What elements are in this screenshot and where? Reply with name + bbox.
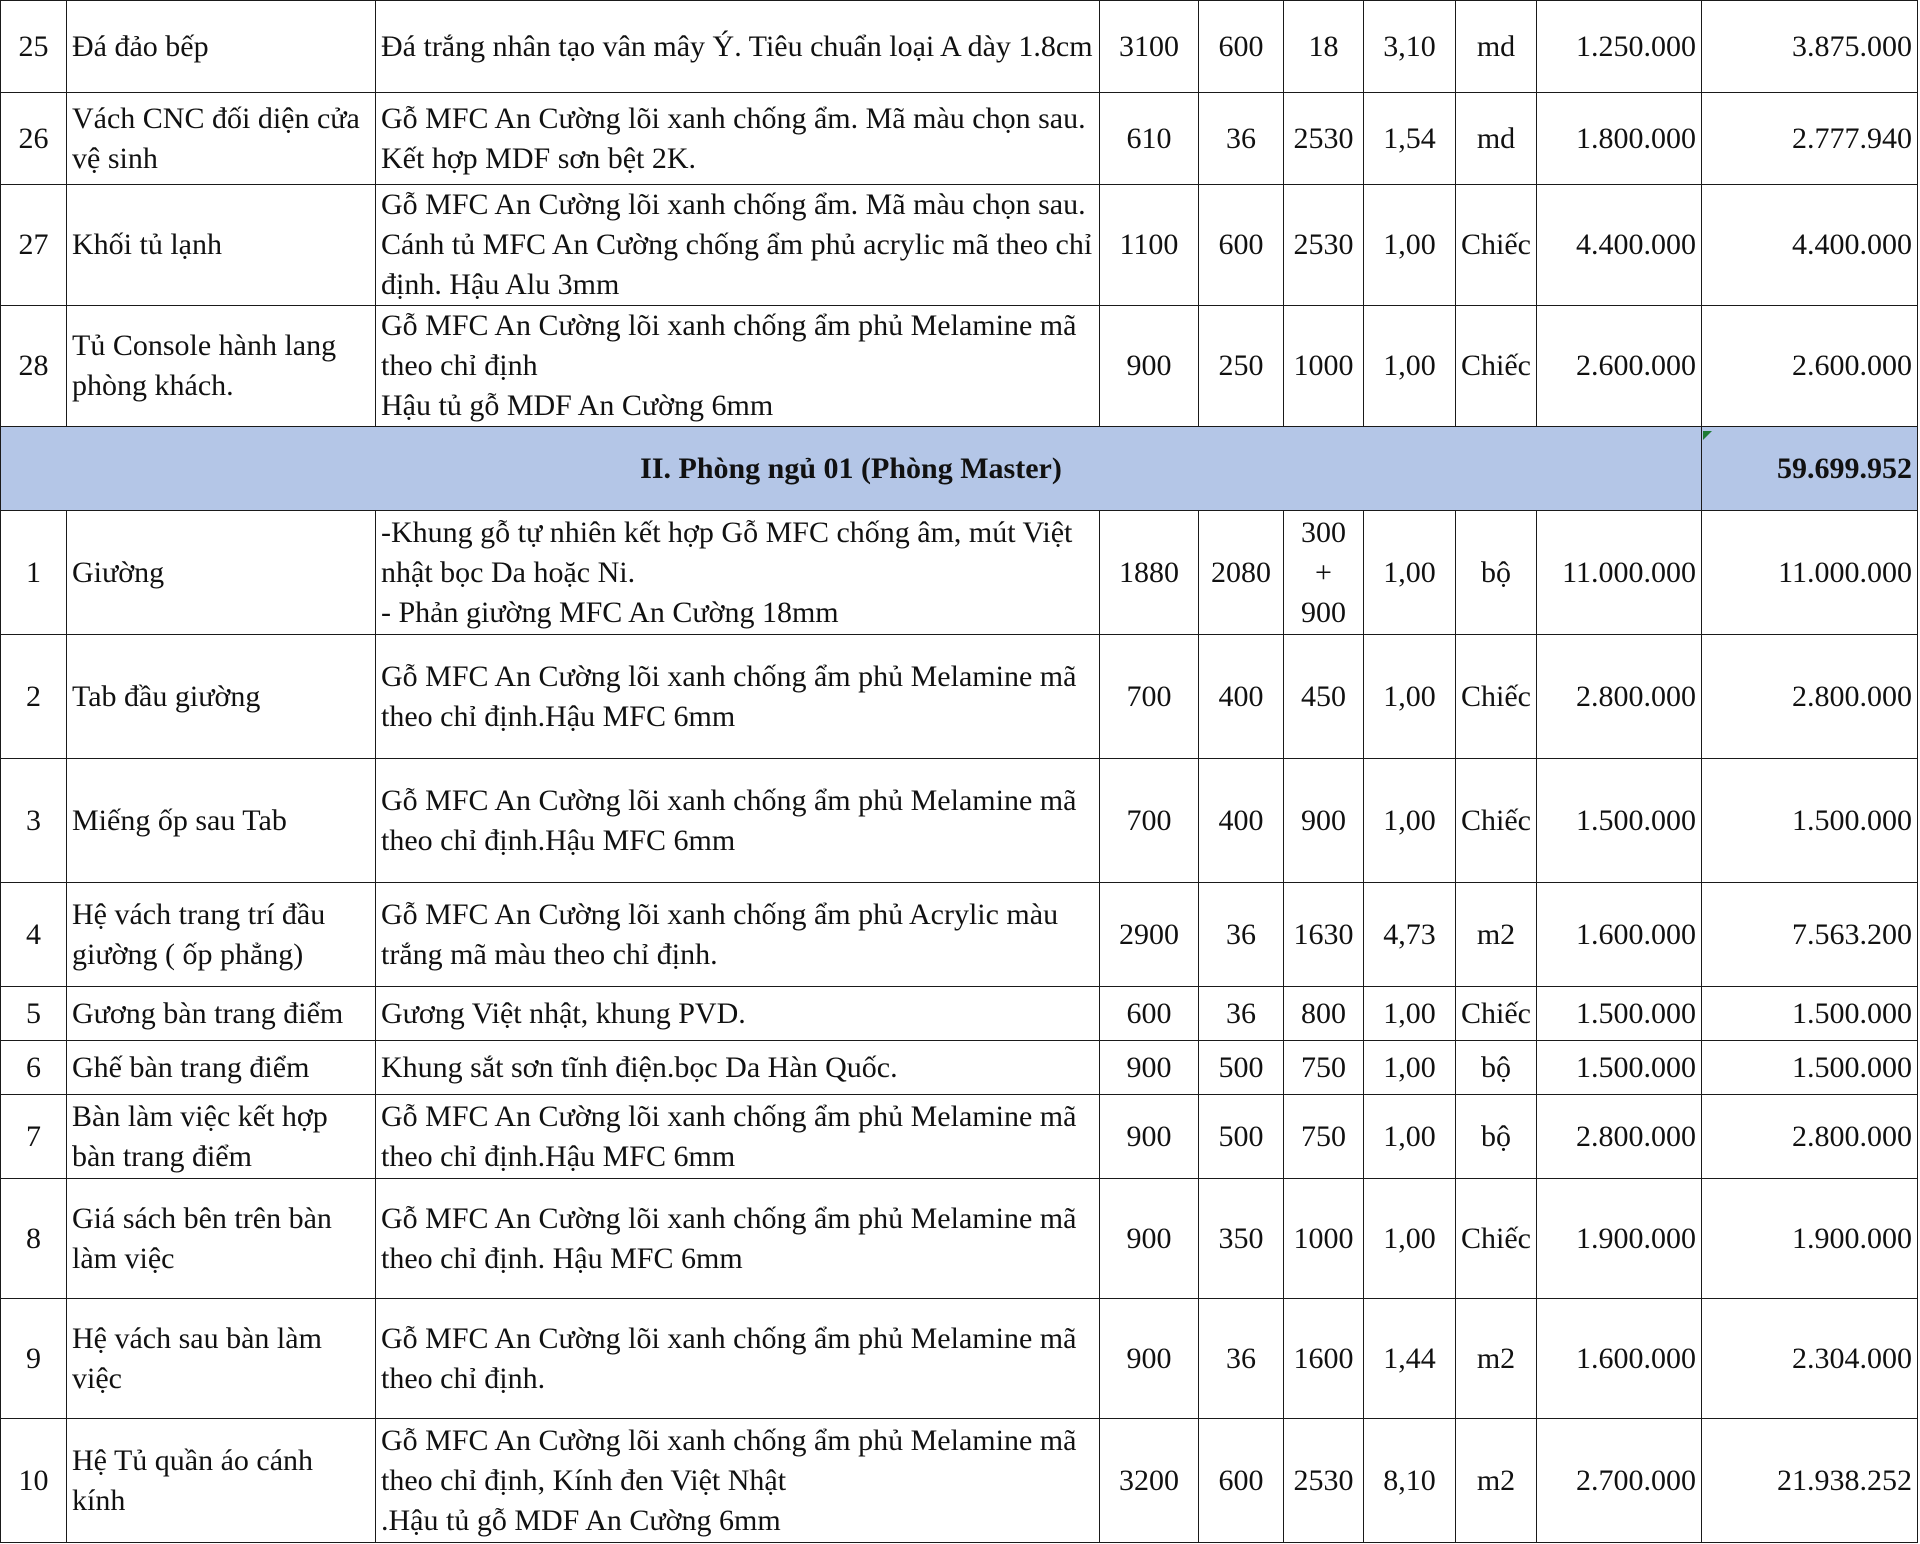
table-row bbox=[1, 883, 1918, 987]
cell-item-name[interactable]: Khối tủ lạnh bbox=[67, 185, 376, 306]
cell-description[interactable]: Gương Việt nhật, khung PVD. bbox=[376, 987, 1100, 1041]
cell-unit[interactable]: md bbox=[1456, 93, 1537, 185]
cell-amount[interactable]: 2.777.940 bbox=[1702, 93, 1918, 185]
cell-length[interactable]: 700 bbox=[1100, 635, 1199, 759]
cell-stt[interactable]: 1 bbox=[1, 511, 67, 635]
cell-description[interactable]: Gỗ MFC An Cường lõi xanh chống ẩm phủ Melamine mã theo chỉ định, Kính đen Việt Nhật .Hậu tủ gỗ MDF An Cường 6mm bbox=[376, 1419, 1100, 1543]
cell-description[interactable]: Gỗ MFC An Cường lõi xanh chống ẩm phủ Acrylic màu trắng mã màu theo chỉ định. bbox=[376, 883, 1100, 987]
cell-length[interactable]: 600 bbox=[1100, 987, 1199, 1041]
cell-quantity[interactable]: 1,00 bbox=[1364, 1041, 1456, 1095]
cell-height[interactable]: 1600 bbox=[1284, 1299, 1364, 1419]
cell-unit[interactable]: Chiếc bbox=[1456, 306, 1537, 427]
section-title[interactable]: II. Phòng ngủ 01 (Phòng Master) bbox=[1, 427, 1702, 511]
section-total[interactable]: 59.699.952 bbox=[1702, 427, 1918, 511]
cell-quantity[interactable]: 1,00 bbox=[1364, 511, 1456, 635]
cell-height[interactable]: 800 bbox=[1284, 987, 1364, 1041]
cell-unit[interactable]: Chiếc bbox=[1456, 185, 1537, 306]
cell-quantity[interactable]: 3,10 bbox=[1364, 1, 1456, 93]
cell-length[interactable]: 610 bbox=[1100, 93, 1199, 185]
cell-amount[interactable]: 11.000.000 bbox=[1702, 511, 1918, 635]
cell-width[interactable]: 400 bbox=[1199, 635, 1284, 759]
cell-description[interactable]: -Khung gỗ tự nhiên kết hợp Gỗ MFC chống âm, mút Việt nhật bọc Da hoặc Ni. - Phản giường MFC An Cường 18mm bbox=[376, 511, 1100, 635]
table-row bbox=[1, 635, 1918, 759]
cell-height[interactable]: 1000 bbox=[1284, 306, 1364, 427]
cell-unit-price[interactable]: 2.700.000 bbox=[1537, 1419, 1702, 1543]
cell-width[interactable]: 400 bbox=[1199, 759, 1284, 883]
cell-unit[interactable]: Chiếc bbox=[1456, 1179, 1537, 1299]
cell-unit[interactable]: bộ bbox=[1456, 1041, 1537, 1095]
cell-height[interactable]: 2530 bbox=[1284, 1419, 1364, 1543]
cell-unit[interactable]: Chiếc bbox=[1456, 759, 1537, 883]
cell-item-name[interactable]: Hệ Tủ quần áo cánh kính bbox=[67, 1419, 376, 1543]
cell-width[interactable]: 36 bbox=[1199, 883, 1284, 987]
table-body-kitchen bbox=[1, 1, 1918, 427]
cell-stt[interactable]: 2 bbox=[1, 635, 67, 759]
cell-length[interactable]: 1880 bbox=[1100, 511, 1199, 635]
cell-stt[interactable]: 6 bbox=[1, 1041, 67, 1095]
cell-quantity[interactable]: 1,00 bbox=[1364, 1179, 1456, 1299]
cell-height[interactable]: 2530 bbox=[1284, 93, 1364, 185]
table-row bbox=[1, 185, 1918, 306]
cell-amount[interactable]: 3.875.000 bbox=[1702, 1, 1918, 93]
cell-item-name[interactable]: Ghế bàn trang điểm bbox=[67, 1041, 376, 1095]
cell-stt[interactable]: 5 bbox=[1, 987, 67, 1041]
cell-width[interactable]: 600 bbox=[1199, 1, 1284, 93]
cell-item-name[interactable]: Hệ vách trang trí đầu giường ( ốp phẳng) bbox=[67, 883, 376, 987]
cell-stt[interactable]: 4 bbox=[1, 883, 67, 987]
cell-unit-price[interactable]: 1.500.000 bbox=[1537, 987, 1702, 1041]
cell-unit-price[interactable]: 1.800.000 bbox=[1537, 93, 1702, 185]
cell-width[interactable]: 2080 bbox=[1199, 511, 1284, 635]
cell-quantity[interactable]: 1,00 bbox=[1364, 635, 1456, 759]
cell-unit-price[interactable]: 1.500.000 bbox=[1537, 1041, 1702, 1095]
table-row bbox=[1, 759, 1918, 883]
cell-length[interactable]: 1100 bbox=[1100, 185, 1199, 306]
table-row bbox=[1, 1419, 1918, 1543]
cell-comment-indicator bbox=[1703, 431, 1712, 440]
section-header-row bbox=[1, 427, 1918, 511]
cell-quantity[interactable]: 1,00 bbox=[1364, 759, 1456, 883]
table-row bbox=[1, 1, 1918, 93]
cell-unit-price[interactable]: 1.600.000 bbox=[1537, 1299, 1702, 1419]
cell-width[interactable]: 350 bbox=[1199, 1179, 1284, 1299]
table-body-master-bedroom bbox=[1, 511, 1918, 1543]
cell-item-name[interactable]: Giường bbox=[67, 511, 376, 635]
cell-description[interactable]: Gỗ MFC An Cường lõi xanh chống ẩm phủ Melamine mã theo chỉ định. Hậu MFC 6mm bbox=[376, 1179, 1100, 1299]
cell-length[interactable]: 3200 bbox=[1100, 1419, 1199, 1543]
cell-item-name[interactable]: Gương bàn trang điểm bbox=[67, 987, 376, 1041]
cell-description[interactable]: Gỗ MFC An Cường lõi xanh chống ẩm phủ Melamine mã theo chỉ định.Hậu MFC 6mm bbox=[376, 1095, 1100, 1179]
cell-unit[interactable]: m2 bbox=[1456, 883, 1537, 987]
cell-unit-price[interactable]: 2.800.000 bbox=[1537, 635, 1702, 759]
table-row bbox=[1, 306, 1918, 427]
cell-item-name[interactable]: Tủ Console hành lang phòng khách. bbox=[67, 306, 376, 427]
cell-width[interactable]: 250 bbox=[1199, 306, 1284, 427]
cell-quantity[interactable]: 8,10 bbox=[1364, 1419, 1456, 1543]
cell-item-name[interactable]: Tab đầu giường bbox=[67, 635, 376, 759]
cell-stt[interactable]: 27 bbox=[1, 185, 67, 306]
cell-height[interactable]: 2530 bbox=[1284, 185, 1364, 306]
cell-quantity[interactable]: 1,44 bbox=[1364, 1299, 1456, 1419]
cell-height[interactable]: 1000 bbox=[1284, 1179, 1364, 1299]
cell-height[interactable]: 1630 bbox=[1284, 883, 1364, 987]
cell-amount[interactable]: 1.500.000 bbox=[1702, 987, 1918, 1041]
table-row bbox=[1, 511, 1918, 635]
cell-unit-price[interactable]: 2.600.000 bbox=[1537, 306, 1702, 427]
cell-amount[interactable]: 2.800.000 bbox=[1702, 1095, 1918, 1179]
cell-unit-price[interactable]: 1.900.000 bbox=[1537, 1179, 1702, 1299]
cell-width[interactable]: 600 bbox=[1199, 185, 1284, 306]
cell-unit[interactable]: bộ bbox=[1456, 1095, 1537, 1179]
cell-amount[interactable]: 21.938.252 bbox=[1702, 1419, 1918, 1543]
cell-quantity[interactable]: 1,00 bbox=[1364, 1095, 1456, 1179]
cell-height[interactable]: 900 bbox=[1284, 759, 1364, 883]
cell-length[interactable]: 900 bbox=[1100, 1041, 1199, 1095]
cell-stt[interactable]: 9 bbox=[1, 1299, 67, 1419]
cell-unit[interactable]: bộ bbox=[1456, 511, 1537, 635]
cell-quantity[interactable]: 4,73 bbox=[1364, 883, 1456, 987]
cell-width[interactable]: 500 bbox=[1199, 1041, 1284, 1095]
cell-unit-price[interactable]: 2.800.000 bbox=[1537, 1095, 1702, 1179]
cell-description[interactable]: Gỗ MFC An Cường lõi xanh chống ẩm phủ Melamine mã theo chỉ định.Hậu MFC 6mm bbox=[376, 759, 1100, 883]
cell-length[interactable]: 900 bbox=[1100, 1095, 1199, 1179]
cell-width[interactable]: 500 bbox=[1199, 1095, 1284, 1179]
cell-height[interactable]: 450 bbox=[1284, 635, 1364, 759]
cell-height[interactable]: 750 bbox=[1284, 1095, 1364, 1179]
cell-amount[interactable]: 7.563.200 bbox=[1702, 883, 1918, 987]
cell-description[interactable]: Khung sắt sơn tĩnh điện.bọc Da Hàn Quốc. bbox=[376, 1041, 1100, 1095]
table-row bbox=[1, 1095, 1918, 1179]
cell-amount[interactable]: 2.304.000 bbox=[1702, 1299, 1918, 1419]
table-row bbox=[1, 987, 1918, 1041]
cell-length[interactable]: 2900 bbox=[1100, 883, 1199, 987]
cell-amount[interactable]: 2.600.000 bbox=[1702, 306, 1918, 427]
cell-length[interactable]: 900 bbox=[1100, 306, 1199, 427]
cell-stt[interactable]: 8 bbox=[1, 1179, 67, 1299]
cell-unit[interactable]: md bbox=[1456, 1, 1537, 93]
cell-stt[interactable]: 25 bbox=[1, 1, 67, 93]
cell-description[interactable]: Gỗ MFC An Cường lõi xanh chống ẩm. Mã màu chọn sau. Kết hợp MDF sơn bệt 2K. bbox=[376, 93, 1100, 185]
cell-item-name[interactable]: Giá sách bên trên bàn làm việc bbox=[67, 1179, 376, 1299]
cell-stt[interactable]: 10 bbox=[1, 1419, 67, 1543]
cell-unit[interactable]: Chiếc bbox=[1456, 987, 1537, 1041]
cell-description[interactable]: Gỗ MFC An Cường lõi xanh chống ẩm phủ Melamine mã theo chỉ định Hậu tủ gỗ MDF An Cường 6mm bbox=[376, 306, 1100, 427]
cell-length[interactable]: 700 bbox=[1100, 759, 1199, 883]
cell-height[interactable]: 300 + 900 bbox=[1284, 511, 1364, 635]
cell-item-name[interactable]: Đá đảo bếp bbox=[67, 1, 376, 93]
cell-description[interactable]: Đá trắng nhân tạo vân mây Ý. Tiêu chuẩn loại A dày 1.8cm bbox=[376, 1, 1100, 93]
section-header-group bbox=[1, 427, 1918, 511]
table-row bbox=[1, 1179, 1918, 1299]
cell-quantity[interactable]: 1,54 bbox=[1364, 93, 1456, 185]
cell-length[interactable]: 900 bbox=[1100, 1299, 1199, 1419]
table-row bbox=[1, 1299, 1918, 1419]
cell-amount[interactable]: 2.800.000 bbox=[1702, 635, 1918, 759]
cell-description[interactable]: Gỗ MFC An Cường lõi xanh chống ẩm. Mã màu chọn sau. Cánh tủ MFC An Cường chống ẩm phủ acrylic mã theo chỉ định. Hậu Alu 3mm bbox=[376, 185, 1100, 306]
cell-amount[interactable]: 1.900.000 bbox=[1702, 1179, 1918, 1299]
cell-stt[interactable]: 7 bbox=[1, 1095, 67, 1179]
cell-width[interactable]: 36 bbox=[1199, 1299, 1284, 1419]
cell-item-name[interactable]: Bàn làm việc kết hợp bàn trang điểm bbox=[67, 1095, 376, 1179]
cell-stt[interactable]: 3 bbox=[1, 759, 67, 883]
cell-description[interactable]: Gỗ MFC An Cường lõi xanh chống ẩm phủ Melamine mã theo chỉ định.Hậu MFC 6mm bbox=[376, 635, 1100, 759]
cell-unit[interactable]: m2 bbox=[1456, 1419, 1537, 1543]
cell-stt[interactable]: 26 bbox=[1, 93, 67, 185]
cell-width[interactable]: 600 bbox=[1199, 1419, 1284, 1543]
cell-unit-price[interactable]: 1.500.000 bbox=[1537, 759, 1702, 883]
table-row bbox=[1, 1041, 1918, 1095]
cell-item-name[interactable]: Miếng ốp sau Tab bbox=[67, 759, 376, 883]
cell-unit[interactable]: m2 bbox=[1456, 1299, 1537, 1419]
cell-item-name[interactable]: Hệ vách sau bàn làm việc bbox=[67, 1299, 376, 1419]
cell-quantity[interactable]: 1,00 bbox=[1364, 987, 1456, 1041]
cell-description[interactable]: Gỗ MFC An Cường lõi xanh chống ẩm phủ Melamine mã theo chỉ định. bbox=[376, 1299, 1100, 1419]
cell-item-name[interactable]: Vách CNC đối diện cửa vệ sinh bbox=[67, 93, 376, 185]
cell-height[interactable]: 18 bbox=[1284, 1, 1364, 93]
cell-length[interactable]: 3100 bbox=[1100, 1, 1199, 93]
table-row bbox=[1, 93, 1918, 185]
cell-unit-price[interactable]: 4.400.000 bbox=[1537, 185, 1702, 306]
cell-length[interactable]: 900 bbox=[1100, 1179, 1199, 1299]
cell-amount[interactable]: 1.500.000 bbox=[1702, 1041, 1918, 1095]
cell-unit-price[interactable]: 11.000.000 bbox=[1537, 511, 1702, 635]
cell-width[interactable]: 36 bbox=[1199, 987, 1284, 1041]
cell-amount[interactable]: 4.400.000 bbox=[1702, 185, 1918, 306]
cell-stt[interactable]: 28 bbox=[1, 306, 67, 427]
cell-height[interactable]: 750 bbox=[1284, 1041, 1364, 1095]
cell-unit-price[interactable]: 1.600.000 bbox=[1537, 883, 1702, 987]
cell-quantity[interactable]: 1,00 bbox=[1364, 185, 1456, 306]
cell-unit-price[interactable]: 1.250.000 bbox=[1537, 1, 1702, 93]
cell-amount[interactable]: 1.500.000 bbox=[1702, 759, 1918, 883]
cell-unit[interactable]: Chiếc bbox=[1456, 635, 1537, 759]
cell-width[interactable]: 36 bbox=[1199, 93, 1284, 185]
cell-quantity[interactable]: 1,00 bbox=[1364, 306, 1456, 427]
